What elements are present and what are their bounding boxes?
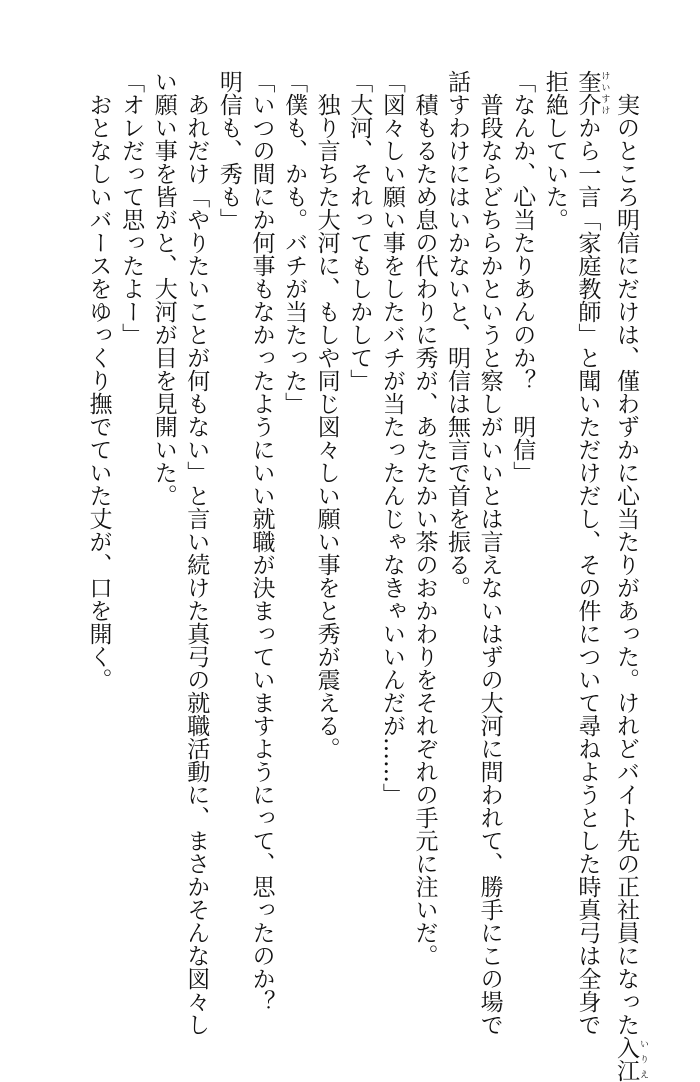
text-line-2: 奎介 けいすけから一言「家庭教師」と聞いただけだし、その件について尋ねようとした時真弓は全身で xyxy=(574,70,610,1036)
text-line-17: おとなしいバースをゆっくり撫でていた丈が、口を開く。 xyxy=(85,70,112,691)
text-line-12: 「いつの間にか何事もなかったようにいい就職が決まっていますようにって、思ったのか？ xyxy=(248,70,275,1013)
ruby-irie: 入江 いりえ xyxy=(613,1036,648,1082)
text-line-1: 実のところ明信にだけは、僅わずかに心当たりがあった。けれどバイト先の正社員になった入江 いりえ xyxy=(613,70,648,1082)
text-line-16: 「オレだって思ったよー」 xyxy=(118,70,145,346)
text-line-4: 「なんか、心当たりあんのか？ 明信」 xyxy=(509,70,536,484)
ruby-keisuke: 奎介 けいすけ xyxy=(574,70,610,116)
text-line-5: 普段ならどちらかというと察しがいいとは言えないはずの大河に問われて、勝手にこの場で xyxy=(476,70,503,1036)
text-line-7: 積もるため息の代わりに秀が、あたたかい茶のおかわりをそれぞれの手元に注いだ。 xyxy=(411,70,438,967)
text-line-3: 拒絶していた。 xyxy=(541,70,568,231)
text-line-6: 話すわけにはいかないと、明信は無言で首を振る。 xyxy=(444,70,471,599)
text-line-9: 「大河、それってもしかして」 xyxy=(346,70,373,392)
text-line-15: い願い事を皆がと、大河が目を見開いた。 xyxy=(150,70,177,507)
vertical-text-body xyxy=(82,70,648,1082)
text-line-14: あれだけ「やりたいことが何もない」と言い続けた真弓の就職活動に、まさかそんな図々し xyxy=(183,70,210,1036)
furigana-irie: いりえ xyxy=(638,1036,648,1082)
text-line-10: 独り言ちた大河に、もしや同じ図々しい願い事をと秀が震える。 xyxy=(313,70,340,760)
text-line-13: 明信も、秀も」 xyxy=(215,70,242,231)
furigana-keisuke: けいすけ xyxy=(599,70,610,116)
text-line-11: 「僕も、かも。バチが当たった」 xyxy=(281,70,308,415)
text-line-8: 「図々しい願い事をしたバチが当たったんじゃなきゃいいんだが……」 xyxy=(378,70,405,806)
